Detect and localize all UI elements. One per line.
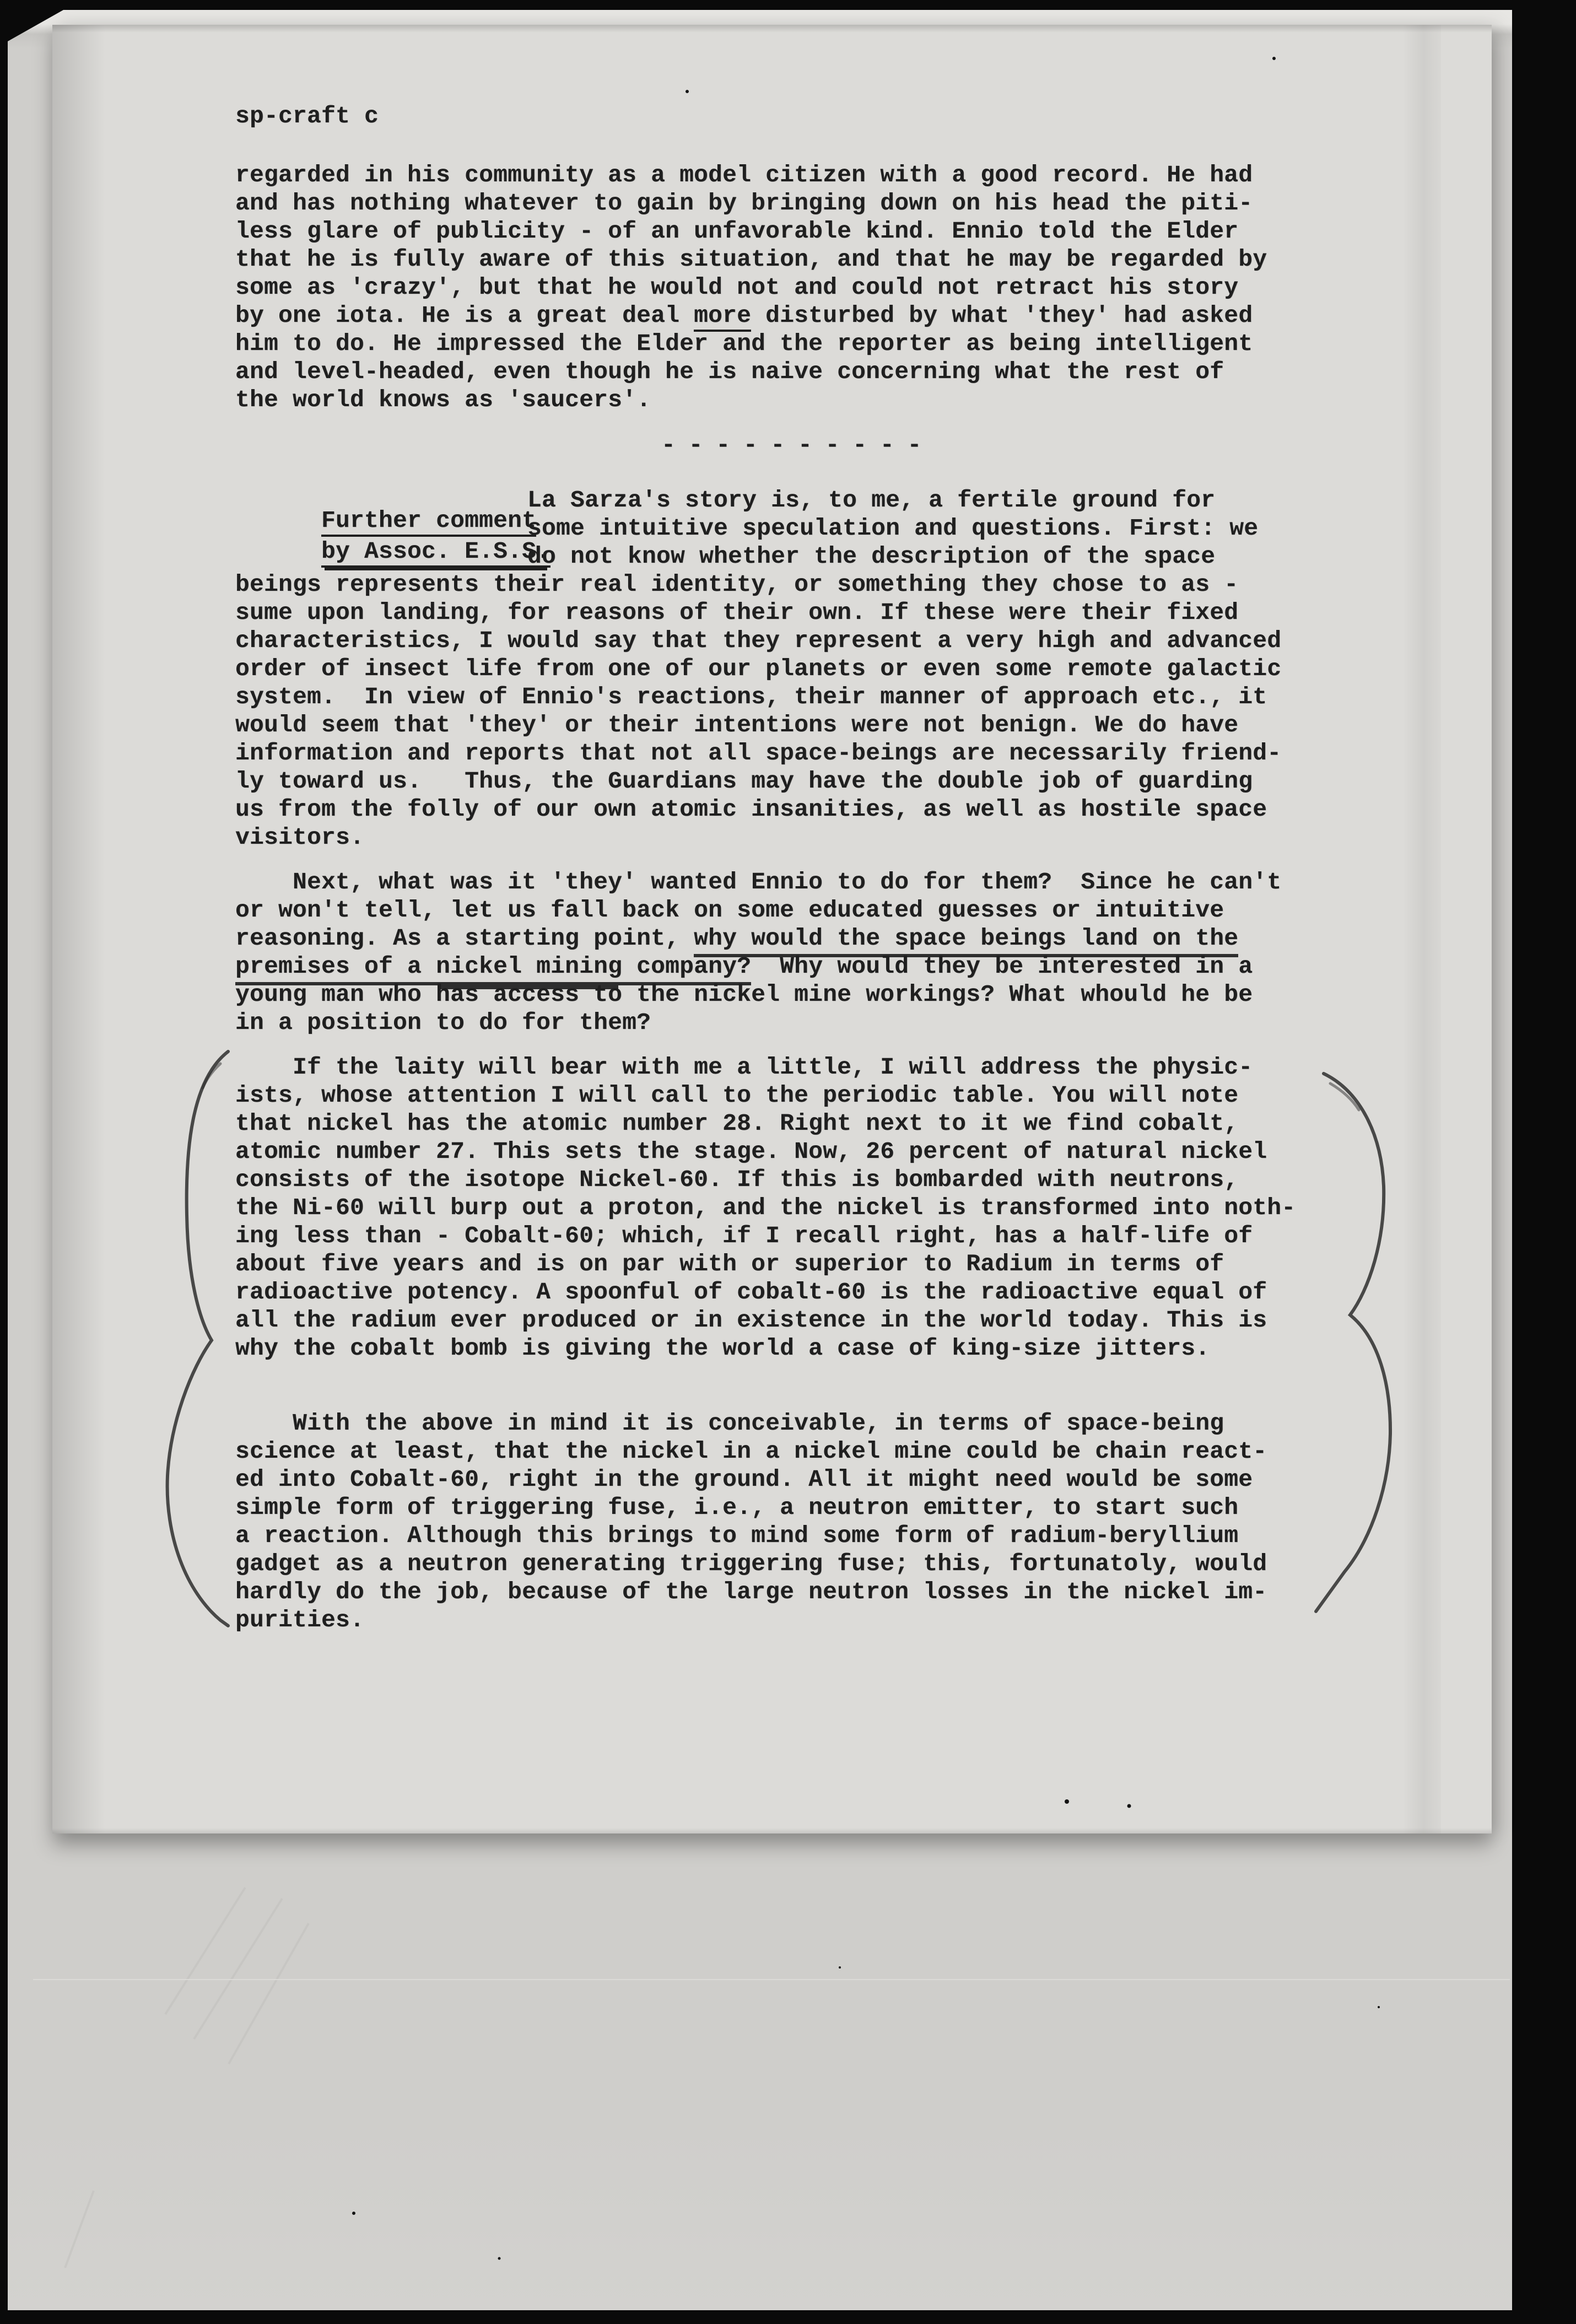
typed-text: young man who has access to the nickel mine workings? What whould he be	[235, 981, 1253, 1008]
text-line	[527, 514, 1281, 542]
text-line	[527, 542, 1281, 570]
text-line	[235, 795, 1281, 823]
typed-text: would seem that 'they' or their intentions were not benign. We do have	[235, 711, 1239, 738]
typed-text: visitors.	[235, 824, 365, 851]
typed-text: and level-headed, even though he is naive concerning what the rest of	[235, 358, 1224, 385]
typed-text: some as 'crazy', but that he would not and could not retract his story	[235, 274, 1239, 301]
typed-text: information and reports that not all space-beings are necessarily friend-	[235, 740, 1282, 767]
typed-text: atomic number 27. This sets the stage. Now, 26 percent of natural nickel	[235, 1138, 1267, 1165]
typed-text: in a position to do for them?	[235, 1009, 651, 1036]
paragraph-4	[235, 1053, 1296, 1362]
paragraph-3	[235, 868, 1281, 1037]
text-line	[235, 1081, 1296, 1109]
typed-text: do not know whether the description of the space	[527, 543, 1216, 570]
typed-page	[52, 25, 1492, 1834]
typed-text: With the above in mind it is conceivable, in terms of space-being	[235, 1410, 1224, 1437]
text-line	[235, 1250, 1296, 1278]
text-line	[235, 1493, 1267, 1522]
underlined-text: premises of a	[235, 953, 436, 985]
typed-text: us from the folly of our own atomic insanities, as well as hostile space	[235, 796, 1267, 823]
further-comment-section	[235, 486, 1281, 851]
text-line	[235, 1578, 1267, 1606]
text-line	[235, 1606, 1267, 1634]
underlined-text: company?	[622, 953, 751, 985]
typed-text: ly toward us. Thus, the Guardians may have the double job of guarding	[235, 768, 1253, 795]
typed-text: purities.	[235, 1606, 365, 1633]
typed-text: ed into Cobalt-60, right in the ground. All it might need would be some	[235, 1466, 1253, 1493]
heading-underlined-text: by Assoc. E.S.S.	[321, 538, 550, 568]
text-line	[235, 924, 1281, 952]
typed-text: consists of the isotope Nickel-60. If this is bombarded with neutrons,	[235, 1166, 1239, 1193]
typed-text: radioactive potency. A spoonful of cobalt-60 is the radioactive equal of	[235, 1279, 1267, 1306]
typed-text: about five years and is on par with or superior to Radium in terms of	[235, 1250, 1224, 1277]
text-line	[235, 386, 1267, 414]
text-line	[235, 1109, 1296, 1137]
text-line	[235, 683, 1281, 711]
text-line	[235, 627, 1281, 655]
paragraph-1	[235, 161, 1267, 414]
typed-text: ists, whose attention I will call to the periodic table. You will note	[235, 1082, 1239, 1109]
text-line	[235, 1306, 1296, 1334]
text-line	[235, 273, 1267, 301]
typed-text: If the laity will bear with me a little, I will address the physic-	[235, 1054, 1253, 1081]
heading-underlined-text: Further comment	[321, 507, 536, 537]
text-line	[235, 980, 1281, 1009]
typed-text: and has nothing whatever to gain by bringing down on his head the piti-	[235, 190, 1253, 217]
text-line	[235, 739, 1281, 767]
text-line	[235, 823, 1281, 851]
typed-text: regarded in his community as a model citizen with a good record. He had	[235, 161, 1253, 188]
typed-text: order of insect life from one of our planets or even some remote galactic	[235, 655, 1282, 682]
text-line	[235, 598, 1281, 627]
underlined-text: nickel mining	[436, 953, 622, 985]
typed-text: science at least, that the nickel in a nickel mine could be chain react-	[235, 1438, 1267, 1465]
section-heading-line1	[235, 478, 537, 534]
dashed-separator: - - - - - - - - - -	[661, 432, 922, 459]
text-line	[235, 1409, 1267, 1437]
typed-text: Why would they be interested in a	[751, 953, 1253, 980]
text-line	[235, 1222, 1296, 1250]
typed-text: by one iota. He is a great deal	[235, 302, 694, 329]
typed-text: that he is fully aware of this situation, and that he may be regarded by	[235, 246, 1267, 273]
typed-text: that nickel has the atomic number 28. Right next to it we find cobalt,	[235, 1110, 1239, 1137]
paragraph-5	[235, 1409, 1267, 1634]
header-text: sp-craft c	[235, 103, 379, 130]
page-fold-shadow	[1402, 25, 1441, 1834]
typed-text: disturbed by what 'they' had asked	[751, 302, 1253, 329]
text-line	[235, 952, 1281, 980]
text-line	[235, 1550, 1267, 1578]
text-line	[235, 330, 1267, 358]
text-line	[235, 1137, 1296, 1166]
typed-text: simple form of triggering fuse, i.e., a neutron emitter, to start such	[235, 1494, 1239, 1521]
text-line	[235, 711, 1281, 739]
text-line	[235, 1166, 1296, 1194]
text-line	[235, 1009, 1281, 1037]
text-line	[235, 1465, 1267, 1493]
text-line	[235, 570, 1281, 598]
typed-text: less glare of publicity - of an unfavorable kind. Ennio told the Elder	[235, 218, 1239, 245]
page-header	[235, 102, 379, 130]
text-line	[235, 1053, 1296, 1081]
typed-text: La Sarza's story is, to me, a fertile ground for	[527, 487, 1216, 514]
text-line	[235, 301, 1267, 330]
typed-text: the Ni-60 will burp out a proton, and the nickel is transformed into noth-	[235, 1194, 1296, 1221]
typed-text: the world knows as 'saucers'.	[235, 386, 651, 413]
underlined-text: more	[694, 302, 751, 332]
typed-text: why the cobalt bomb is giving the world a case of king-size jitters.	[235, 1335, 1210, 1362]
typed-text: all the radium ever produced or in existence in the world today. This is	[235, 1307, 1267, 1334]
text-line	[235, 868, 1281, 896]
page-edge-shadow-left	[52, 25, 105, 1834]
typed-text: a reaction. Although this brings to mind some form of radium-beryllium	[235, 1522, 1239, 1549]
text-line	[235, 161, 1267, 189]
typed-text: beings represents their real identity, or something they chose to as -	[235, 571, 1239, 598]
page-edge-shadow-bottom	[52, 1828, 1492, 1834]
typed-text: hardly do the job, because of the large neutron losses in the nickel im-	[235, 1578, 1267, 1605]
typed-text: Next, what was it 'they' wanted Ennio to do for them? Since he can't	[235, 869, 1282, 896]
section-heading-line2	[235, 509, 551, 565]
text-line	[235, 1194, 1296, 1222]
text-line	[235, 655, 1281, 683]
text-line	[235, 767, 1281, 795]
typed-text: gadget as a neutron generating triggering fuse; this, fortunatoly, would	[235, 1550, 1267, 1577]
typed-text: some intuitive speculation and questions. First: we	[527, 515, 1259, 542]
text-line	[235, 1278, 1296, 1306]
typed-text: system. In view of Ennio's reactions, their manner of approach etc., it	[235, 683, 1267, 710]
text-line	[235, 217, 1267, 245]
text-line	[235, 245, 1267, 273]
text-line	[235, 189, 1267, 217]
page-edge-shadow-top	[52, 25, 1492, 33]
underlined-text: why would the space beings land on the	[694, 925, 1238, 957]
text-line	[235, 358, 1267, 386]
typed-text: him to do. He impressed the Elder and the reporter as being intelligent	[235, 330, 1253, 357]
text-line	[235, 1334, 1296, 1362]
text-line	[235, 896, 1281, 924]
text-line	[235, 1522, 1267, 1550]
text-line	[235, 1437, 1267, 1465]
typed-text: ing less than - Cobalt-60; which, if I recall right, has a half-life of	[235, 1222, 1253, 1249]
text-line	[527, 486, 1281, 514]
typed-text: characteristics, I would say that they represent a very high and advanced	[235, 627, 1282, 654]
typed-text: sume upon landing, for reasons of their own. If these were their fixed	[235, 599, 1239, 626]
typed-text: reasoning. As a starting point,	[235, 925, 694, 952]
typed-text: or won't tell, let us fall back on some educated guesses or intuitive	[235, 897, 1224, 924]
